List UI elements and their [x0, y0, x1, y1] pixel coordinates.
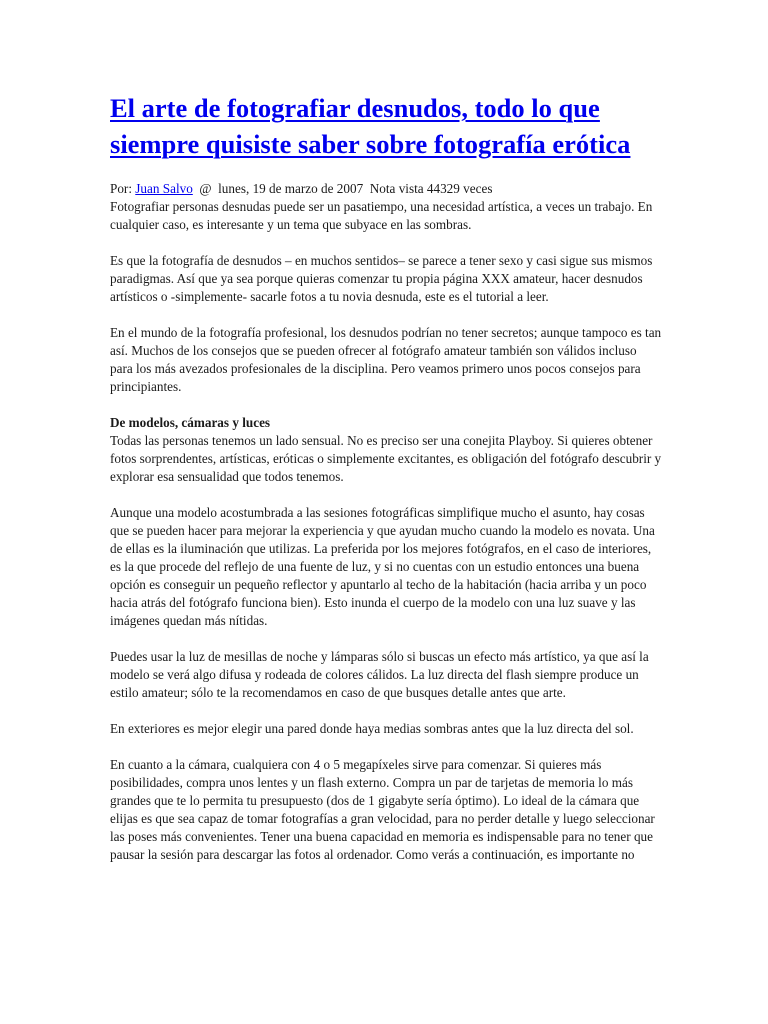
- article-page: [110, 90, 662, 882]
- body-paragraph-2: En el mundo de la fotografía profesional, los desnudos podrían no tener secretos; aunque tampoco es tan así. Muchos de los consejos que se pueden ofrecer al fotógrafo amateur también son válidos incluso para los más avezados profesionales de la disciplina. Pero veamos primero unos pocos consejos para principiantes.: [110, 325, 662, 394]
- body-paragraph-1: Es que la fotografía de desnudos – en muchos sentidos– se parece a tener sexo y casi sigue sus mismos paradigmas. Así que ya sea porque quieras comenzar tu propia página XXX amateur, hacer desnudos artísticos o -simplemente- sacarle fotos a tu novia desnuda, este es el tutorial a leer.: [110, 253, 653, 304]
- author-link[interactable]: Juan Salvo: [135, 181, 193, 196]
- article-title[interactable]: [110, 90, 662, 162]
- article-byline: [110, 180, 662, 198]
- section-paragraph-1: Aunque una modelo acostumbrada a las sesiones fotográficas simplifique mucho el asunto, hay cosas que se pueden hacer para mejorar la experiencia y que ayudan mucho cuando la modelo es novata. Una de ellas es la iluminación que utilizas. La preferida por los mejores fotógrafos, en el caso de interiores, es la que procede del reflejo de una fuente de luz, y si no cuentas con un estudio entonces una buena opción es conseguir un pequeño reflector y apuntarlo al techo de la habitación (hacia arriba y un poco hacia atrás del fotógrafo funciona bien). Esto inunda el cuerpo de la modelo con una luz suave y las imágenes quedan más nítidas.: [110, 505, 655, 628]
- section-paragraph-3: En exteriores es mejor elegir una pared donde haya medias sombras antes que la luz directa del sol.: [110, 721, 634, 736]
- section-paragraph-2: Puedes usar la luz de mesillas de noche y lámparas sólo si buscas un efecto más artístico, ya que así la modelo se verá algo difusa y rodeada de colores cálidos. La luz directa del flash siempre produce un estilo amateur; sólo te la recomendamos en caso de que busques detalle antes que arte.: [110, 649, 649, 700]
- section-paragraph-4: En cuanto a la cámara, cualquiera con 4 o 5 megapíxeles sirve para comenzar. Si quieres más posibilidades, compra unos lentes y un flash externo. Compra un par de tarjetas de memoria lo más grandes que te lo permita tu presupuesto (dos de 1 gigabyte sería óptimo). Lo ideal de la cámara que elijas es que sea capaz de tomar fotografías a gran velocidad, para no perder detalle y luego seleccionar las poses más convenientes. Tener una buena capacidad en memoria es indispensable para no tener que pausar la sesión para descargar las fotos al ordenador. Como verás a continuación, es importante no: [110, 757, 655, 862]
- article-title-link[interactable]: El arte de fotografiar desnudos, todo lo que siempre quisiste saber sobre fotografía erótica: [110, 93, 631, 159]
- byline-date: lunes, 19 de marzo de 2007: [218, 181, 364, 196]
- section-heading: De modelos, cámaras y luces: [110, 415, 271, 430]
- section-lead-paragraph: Todas las personas tenemos un lado sensual. No es preciso ser una conejita Playboy. Si quieres obtener fotos sorprendentes, artísticas, eróticas o simplemente excitantes, es obligación del fotógrafo descubrir y explorar esa sensualidad que todos tenemos.: [110, 433, 662, 484]
- byline-at: @: [192, 181, 219, 196]
- byline-prefix: Por:: [110, 181, 136, 196]
- byline-views: Nota vista 44329 veces: [363, 181, 493, 196]
- intro-paragraph: Fotografiar personas desnudas puede ser un pasatiempo, una necesidad artística, a veces un trabajo. En cualquier caso, es interesante y un tema que subyace en las sombras.: [110, 199, 653, 232]
